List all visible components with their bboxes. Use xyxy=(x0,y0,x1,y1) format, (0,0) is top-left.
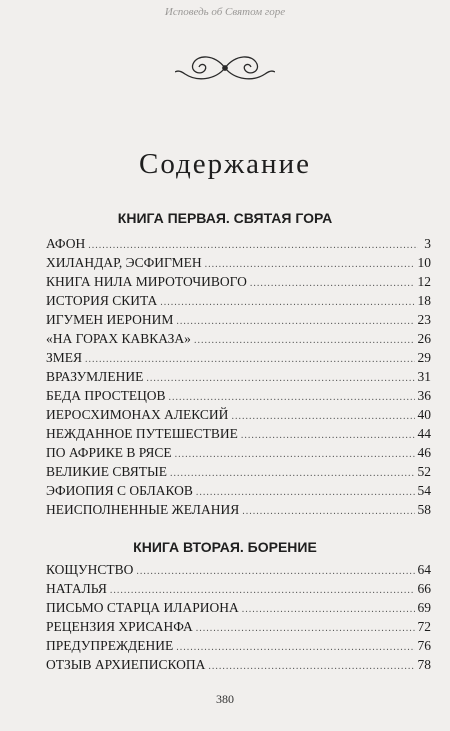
toc-entry[interactable]: ПО АФРИКЕ В РЯСЕ ..... 46 xyxy=(46,445,431,464)
book1-heading: КНИГА ПЕРВАЯ. СВЯТАЯ ГОРА xyxy=(117,210,333,226)
toc-entry[interactable]: ИСТОРИЯ СКИТА ..... 18 xyxy=(46,293,431,312)
toc-entry[interactable]: ИЕРОСХИМОНАХ АЛЕКСИЙ ..... 40 xyxy=(46,407,431,426)
toc-entry[interactable]: ПИСЬМО СТАРЦА ИЛАРИОНА ..... 69 xyxy=(46,600,431,619)
toc-entry[interactable]: НЕЖДАННОЕ ПУТЕШЕСТВИЕ ..... 44 xyxy=(46,426,431,445)
toc-entry[interactable]: АФОН ..... 3 xyxy=(46,236,431,255)
toc-entry[interactable]: КОЩУНСТВО ..... 64 xyxy=(46,562,431,581)
running-header: Исповедь об Святом горе xyxy=(164,6,286,18)
toc-entry[interactable]: ЗМЕЯ ..... 29 xyxy=(46,350,431,369)
book2-heading: КНИГА ВТОРАЯ. БОРЕНИЕ xyxy=(133,539,317,555)
toc-entry[interactable]: ИГУМЕН ИЕРОНИМ ..... 23 xyxy=(46,312,431,331)
toc-entry[interactable]: КНИГА НИЛА МИРОТОЧИВОГО ..... 12 xyxy=(46,274,431,293)
page-number: 380 xyxy=(216,692,234,706)
book2-toc-list xyxy=(46,562,431,676)
toc-entry[interactable]: ВЕЛИКИЕ СВЯТЫЕ ..... 52 xyxy=(46,464,431,483)
toc-title: Содержание xyxy=(139,148,311,180)
toc-entry[interactable]: ПРЕДУПРЕЖДЕНИЕ ..... 76 xyxy=(46,638,431,657)
toc-entry[interactable]: НЕИСПОЛНЕННЫЕ ЖЕЛАНИЯ ..... 58 xyxy=(46,502,431,521)
toc-entry[interactable]: ХИЛАНДАР, ЭСФИГМЕН ..... 10 xyxy=(46,255,431,274)
flourish-ornament xyxy=(175,48,275,88)
toc-entry[interactable]: НАТАЛЬЯ ..... 66 xyxy=(46,581,431,600)
toc-entry[interactable]: ВРАЗУМЛЕНИЕ ..... 31 xyxy=(46,369,431,388)
toc-entry[interactable]: БЕДА ПРОСТЕЦОВ ..... 36 xyxy=(46,388,431,407)
toc-entry[interactable]: ОТЗЫВ АРХИЕПИСКОПА ..... 78 xyxy=(46,657,431,676)
toc-entry[interactable]: ЭФИОПИЯ С ОБЛАКОВ ..... 54 xyxy=(46,483,431,502)
toc-entry[interactable]: «НА ГОРАХ КАВКАЗА» ..... 26 xyxy=(46,331,431,350)
toc-entry[interactable]: РЕЦЕНЗИЯ ХРИСАНФА ..... 72 xyxy=(46,619,431,638)
book1-toc-list xyxy=(46,236,431,521)
